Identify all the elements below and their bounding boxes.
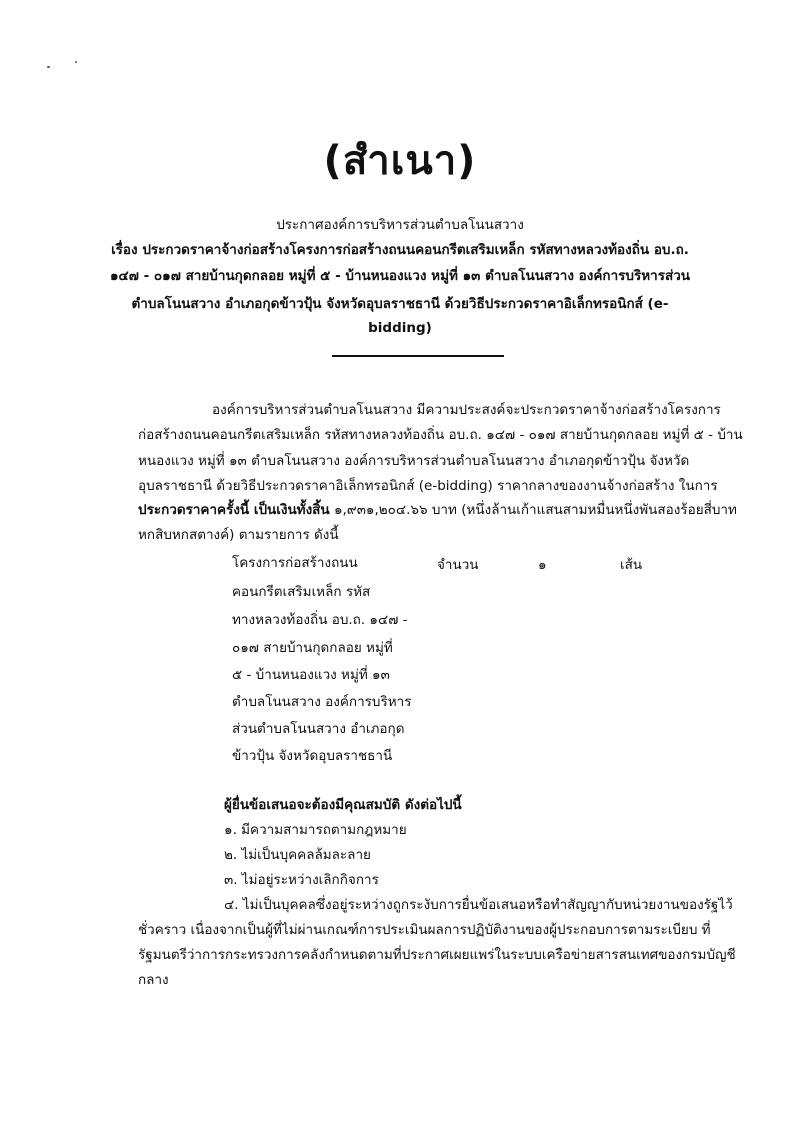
scan-speck <box>75 61 77 63</box>
item-line: ๐๑๗ สายบ้านกุดกลอย หมู่ที่ <box>232 640 393 656</box>
item-line: ๕ - บ้านหนองแวง หมู่ที่ ๑๓ <box>232 667 390 683</box>
qualification-item: ๑. มีความสามารถตามกฎหมาย <box>224 822 407 838</box>
subject-line: เรื่อง ประกวดราคาจ้างก่อสร้างโครงการก่อสร้างถนนคอนกรีตเสริมเหล็ก รหัสทางหลวงท้องถิ่น อบ.ถ. <box>111 242 689 258</box>
quantity-label: จำนวน <box>437 557 479 573</box>
quantity-unit: เส้น <box>620 557 643 573</box>
quantity-value: ๑ <box>538 557 547 573</box>
price-amount-text: ๑,๙๓๑,๒๐๔.๖๖ บาท (หนึ่งล้านเก้าแสนสามหมื่นหนึ่งพันสองร้อยสี่บาท <box>329 502 737 518</box>
item-line: ข้าวปุ้น จังหวัดอุบลราชธานี <box>232 748 393 764</box>
intro-line: หนองแวง หมู่ที่ ๑๓ ตำบลโนนสวาง องค์การบริหารส่วนตำบลโนนสวาง อำเภอกุดข้าวปุ้น จังหวัด <box>138 453 690 469</box>
intro-line: ก่อสร้างถนนคอนกรีตเสริมเหล็ก รหัสทางหลวงท้องถิ่น อบ.ถ. ๑๔๗ - ๐๑๗ สายบ้านกุดกลอย หมู่ที่ ๕ - บ้าน <box>138 427 743 443</box>
qualification-item: ๒. ไม่เป็นบุคคลล้มละลาย <box>224 847 371 863</box>
title-divider <box>332 355 504 357</box>
item-line: ส่วนตำบลโนนสวาง อำเภอกุด <box>232 721 405 737</box>
qualification-item: ๓. ไม่อยู่ระหว่างเลิกกิจการ <box>224 872 379 888</box>
qualification-4-line: รัฐมนตรีว่าการกระทรวงการคลังกำหนดตามที่ประกาศเผยแพร่ในระบบเครือข่ายสารสนเทศของกรมบัญชี <box>138 947 736 963</box>
scan-speck <box>47 66 50 68</box>
qualification-4-line: กลาง <box>138 972 169 988</box>
intro-line: อุบลราชธานี ด้วยวิธีประกวดราคาอิเล็กทรอนิกส์ (e-bidding) ราคากลางของงานจ้างก่อสร้าง ในการ <box>138 478 718 494</box>
item-line: คอนกรีตเสริมเหล็ก รหัส <box>232 584 371 600</box>
price-bold-text: ประกวดราคาครั้งนี้ เป็นเงินทั้งสิ้น <box>138 502 330 518</box>
subject-line: ตำบลโนนสวาง อำเภอกุดข้าวปุ้น จังหวัดอุบลราชธานี ด้วยวิธีประกวดราคาอิเล็กทรอนิกส์ (e-bidding) <box>131 296 669 336</box>
qualification-4-line: ๔. ไม่เป็นบุคคลซึ่งอยู่ระหว่างถูกระงับการยื่นข้อเสนอหรือทำสัญญากับหน่วยงานของรัฐไว้ <box>224 897 733 913</box>
price-line <box>138 500 737 520</box>
subject-line: ๑๔๗ - ๐๑๗ สายบ้านกุดกลอย หมู่ที่ ๕ - บ้านหนองแวง หมู่ที่ ๑๓ ตำบลโนนสวาง องค์การบริหารส่วน <box>109 268 691 284</box>
item-line: โครงการก่อสร้างถนน <box>232 555 358 571</box>
intro-line: องค์การบริหารส่วนตำบลโนนสวาง มีความประสงค์จะประกวดราคาจ้างก่อสร้างโครงการ <box>212 402 721 418</box>
copy-stamp: (สำเนา) <box>323 138 477 184</box>
qualification-heading: ผู้ยื่นข้อเสนอจะต้องมีคุณสมบัติ ดังต่อไปนี้ <box>224 797 462 813</box>
qualification-4-line: ชั่วคราว เนื่องจากเป็นผู้ที่ไม่ผ่านเกณฑ์การประเมินผลการปฏิบัติงานของผู้ประกอบการตามระเบียบ ที่ <box>138 922 711 938</box>
announcement-issuer: ประกาศองค์การบริหารส่วนตำบลโนนสวาง <box>276 217 524 233</box>
item-line: ตำบลโนนสวาง องค์การบริหาร <box>232 694 412 710</box>
price-line-2: หกสิบหกสตางค์) ตามรายการ ดังนี้ <box>138 527 339 543</box>
item-line: ทางหลวงท้องถิ่น อบ.ถ. ๑๔๗ - <box>232 612 408 628</box>
